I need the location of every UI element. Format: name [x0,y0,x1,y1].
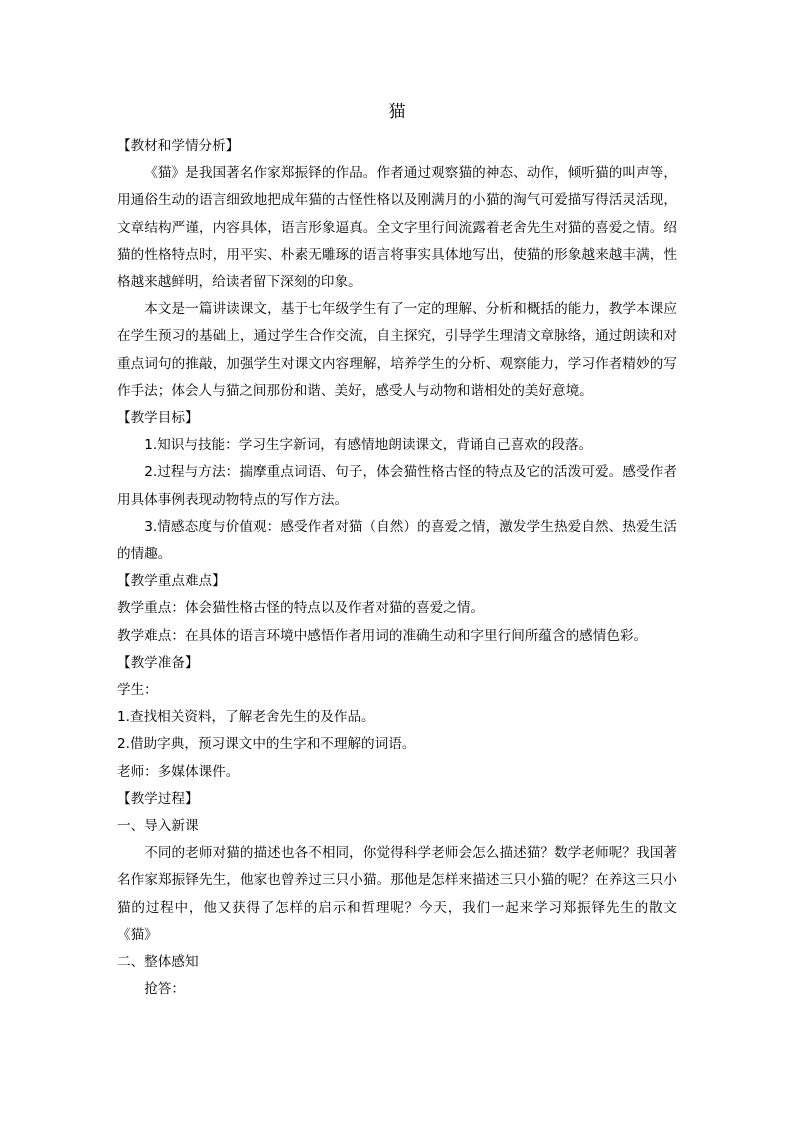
goal-item-1: 1.知识与技能：学习生字新词，有感情地朗读课文，背诵自己喜欢的段落。 [144,437,593,454]
section-heading-analysis: 【教材和学情分析】 [117,138,240,154]
document-body [117,133,677,1004]
section-heading-process: 【教学过程】 [117,790,199,807]
analysis-paragraph-2: 本文是一篇讲读课文，基于七年级学生有了一定的理解、分析和概括的能力，教学本课应在学生预习的基础上，通过学生合作交流，自主探究，引导学生理清文章脉络，通过朗读和对重点词句的推敲，加强学生对课文内容理解，培养学生的分析、观察能力，学习作者精妙的写作手法；体会人与猫之间那份和谐、美好，感受人与动物和谐相处的美好意境。 [117,301,677,399]
process-step-2-title: 二、整体感知 [117,954,199,971]
goal-item-3: 3.情感态度与价值观：感受作者对猫（自然）的喜爱之情，激发学生热爱自然、热爱生活的情趣。 [117,518,677,563]
preparation-students-label: 学生： [117,682,158,699]
teaching-focus: 教学重点：体会猫性格古怪的特点以及作者对猫的喜爱之情。 [117,600,485,617]
goal-item-2: 2.过程与方法：揣摩重点词语、句子，体会猫性格古怪的特点及它的活泼可爱。感受作者用具体事例表现动物特点的写作方法。 [117,464,677,508]
teaching-difficulty: 教学难点：在具体的语言环境中感悟作者用词的准确生动和字里行间所蕴含的感情色彩。 [117,627,648,644]
preparation-teacher: 老师：多媒体课件。 [117,763,240,780]
section-heading-preparation: 【教学准备】 [117,654,199,671]
document-title: 猫 [388,102,406,122]
process-step-1-text: 不同的老师对猫的描述也各不相同，你觉得科学老师会怎么描述猫？数学老师呢？我国著名作家郑振铎先生，他家也曾养过三只小猫。那他是怎样来描述三只小猫的呢？在养这三只小猫的过程中，他又获得了怎样的启示和哲理呢？今天，我们一起来学习郑振铎先生的散文《猫》 [117,845,677,943]
process-step-1-title: 一、导入新课 [117,818,199,835]
preparation-student-item-2: 2.借助字典，预习课文中的生字和不理解的词语。 [117,736,416,753]
preparation-student-item-1: 1.查找相关资料，了解老舍先生的及作品。 [117,709,375,726]
process-step-2-text: 抢答： [144,981,185,998]
section-heading-goals: 【教学目标】 [117,410,199,427]
section-heading-key-points: 【教学重点难点】 [117,573,226,590]
analysis-paragraph-1: 《猫》是我国著名作家郑振铎的作品。作者通过观察猫的神态、动作，倾听猫的叫声等，用通俗生动的语言细致地把成年猫的古怪性格以及刚满月的小猫的淘气可爱描写得活灵活现，文章结构严谨，内容具体，语言形象逼真。全文字里行间流露着老舍先生对猫的喜爱之情。绍猫的性格特点时，用平实、朴素无雕琢的语言将事实具体地写出，使猫的形象越来越丰满，性格越来越鲜明，给读者留下深刻的印象。 [117,165,677,291]
